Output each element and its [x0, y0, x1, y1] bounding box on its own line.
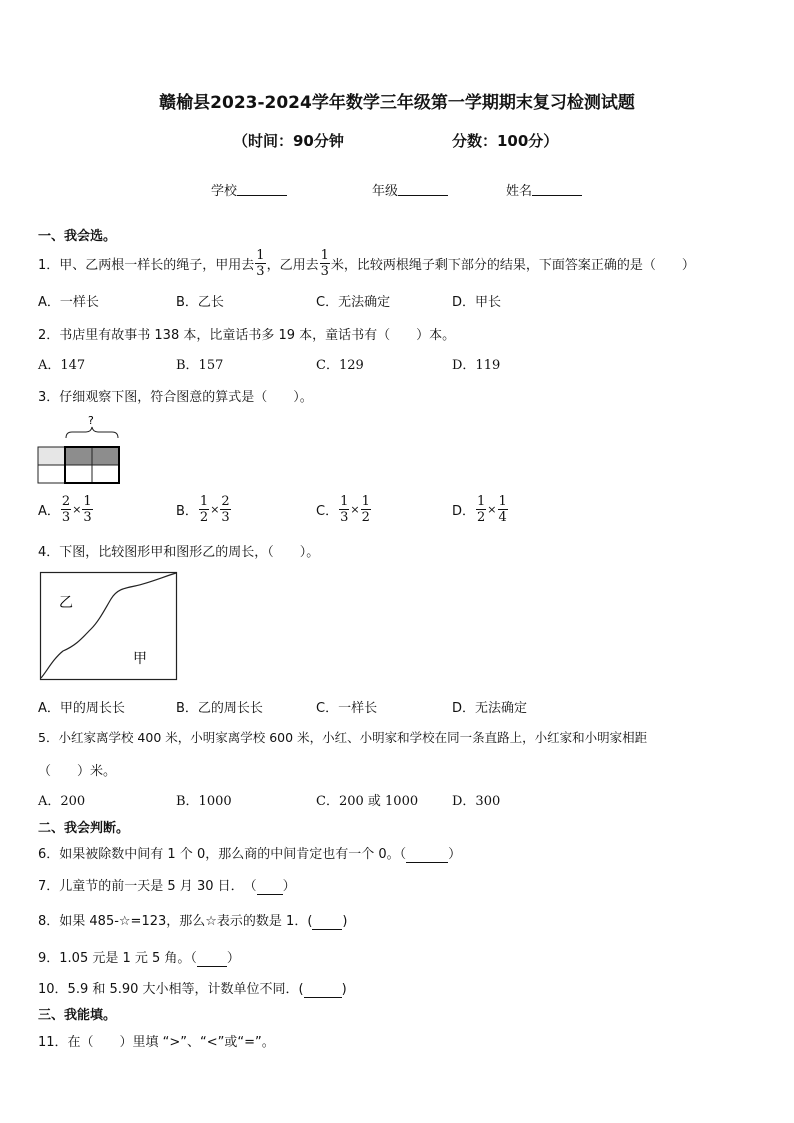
- q8-answer-blank[interactable]: [312, 914, 342, 930]
- numerator: 1: [498, 494, 507, 509]
- q2-option-a[interactable]: A．147: [38, 358, 86, 373]
- q7-answer-blank[interactable]: [257, 879, 283, 895]
- q1-fraction-1-denominator: 3: [256, 263, 265, 279]
- q3-cell-1: [38, 447, 65, 465]
- q8-close: ): [342, 914, 348, 929]
- q3-option-d-fraction-2: [498, 494, 508, 525]
- denominator: 3: [83, 510, 92, 525]
- denominator: 2: [361, 510, 370, 525]
- q1-option-d[interactable]: D．甲长: [452, 295, 502, 310]
- q3-cell-2: [65, 447, 92, 465]
- q8-text: 8．如果 485-☆=123，那么☆表示的数是 1．(: [38, 914, 313, 929]
- q1-text-2: ，乙用去: [266, 257, 319, 273]
- numerator: 1: [361, 494, 370, 509]
- numerator: 2: [61, 494, 71, 509]
- grade-field[interactable]: [372, 180, 448, 199]
- question-1: [38, 244, 695, 282]
- q3-option-d-label: D．: [452, 504, 476, 519]
- q3-option-a-label: A．: [38, 504, 60, 519]
- question-6: [38, 843, 461, 863]
- q2-option-b[interactable]: B．157: [176, 358, 224, 373]
- school-field[interactable]: [211, 180, 287, 199]
- q3-option-a-fraction-2: [82, 494, 92, 525]
- q6-answer-blank[interactable]: [406, 847, 448, 863]
- q7-close: ）: [282, 879, 296, 894]
- times-sign: ×: [210, 503, 220, 516]
- q9-close: ）: [226, 951, 240, 966]
- q3-option-b-fraction-2: [220, 494, 230, 525]
- q1-fraction-2: [320, 248, 330, 279]
- question-5-line-2: （ ）米。: [38, 764, 117, 779]
- q1-option-b[interactable]: B．乙长: [176, 295, 224, 310]
- q3-cell-3: [92, 447, 119, 465]
- q3-option-a[interactable]: [38, 494, 94, 525]
- denominator: 3: [61, 510, 71, 525]
- q5-option-b[interactable]: B．1000: [176, 794, 232, 809]
- q4-label-yi: 乙: [59, 595, 73, 611]
- q3-option-c-label: C．: [316, 504, 339, 519]
- numerator: 1: [477, 494, 486, 509]
- q10-answer-blank[interactable]: [304, 982, 342, 998]
- q3-option-b-label: B．: [176, 504, 198, 519]
- q6-text: 6．如果被除数中间有 1 个 0，那么商的中间肯定也有一个 0。（: [38, 847, 407, 862]
- q3-cell-5: [65, 465, 92, 483]
- q10-close: ): [341, 982, 347, 997]
- numerator: 1: [199, 494, 209, 509]
- question-7: [38, 875, 296, 895]
- q2-option-d[interactable]: D．119: [452, 358, 501, 373]
- q3-option-a-fraction-1: [61, 494, 71, 525]
- q1-text-3: 米，比较两根绳子剩下部分的结果，下面答案正确的是（ ）: [330, 257, 695, 273]
- denominator: 3: [221, 510, 230, 525]
- q3-option-c-fraction-2: [361, 494, 371, 525]
- q4-label-jia: 甲: [133, 651, 147, 667]
- numerator: 2: [221, 494, 230, 509]
- section-heading-fill: 三、我能填。: [38, 1008, 117, 1023]
- times-sign: ×: [72, 503, 82, 516]
- q6-close: ）: [448, 847, 462, 862]
- school-label: 学校: [211, 184, 238, 199]
- name-label: 姓名: [506, 184, 533, 199]
- numerator: 1: [340, 494, 349, 509]
- q5-option-c[interactable]: C．200 或 1000: [316, 794, 419, 809]
- q3-grid-figure: [37, 411, 121, 486]
- q2-option-c[interactable]: C．129: [316, 358, 364, 373]
- grade-label: 年级: [372, 184, 399, 199]
- q3-question-mark: ?: [88, 414, 94, 427]
- grade-blank[interactable]: [398, 182, 448, 196]
- q3-option-b[interactable]: [176, 494, 232, 525]
- section-heading-choice: 一、我会选。: [38, 229, 117, 244]
- q4-option-d[interactable]: D．无法确定: [452, 701, 528, 716]
- section-heading-judge: 二、我会判断。: [38, 821, 130, 836]
- q4-option-c[interactable]: C．一样长: [316, 701, 378, 716]
- question-8: [38, 910, 347, 930]
- q1-fraction-1: [255, 248, 265, 279]
- question-4: 4．下图，比较图形甲和图形乙的周长，（ ）。: [38, 545, 320, 560]
- q3-brace: [66, 427, 118, 438]
- q4-shape-figure: [39, 571, 181, 682]
- q4-dividing-curve: [41, 573, 176, 678]
- q4-option-b[interactable]: B．乙的周长长: [176, 701, 263, 716]
- q9-text: 9．1.05 元是 1 元 5 角。（: [38, 951, 197, 966]
- q1-text-1: 1．甲、乙两根一样长的绳子，甲用去: [38, 257, 255, 273]
- times-sign: ×: [487, 503, 497, 516]
- denominator: 2: [199, 510, 209, 525]
- name-blank[interactable]: [532, 182, 582, 196]
- q1-fraction-2-denominator: 3: [320, 263, 329, 279]
- question-9: [38, 947, 240, 967]
- q1-fraction-1-numerator: 1: [256, 247, 265, 263]
- page-title: 赣榆县2023-2024学年数学三年级第一学期期末复习检测试题: [159, 93, 635, 113]
- q1-option-a[interactable]: A．一样长: [38, 295, 99, 310]
- denominator: 4: [498, 510, 507, 525]
- q3-option-c[interactable]: [316, 494, 372, 525]
- total-score: 分数：100分）: [452, 132, 559, 150]
- q3-option-d-fraction-1: [476, 494, 486, 525]
- numerator: 1: [83, 494, 92, 509]
- question-3: 3．仔细观察下图，符合图意的算式是（ ）。: [38, 390, 313, 405]
- denominator: 3: [340, 510, 349, 525]
- name-field[interactable]: [506, 180, 582, 199]
- times-sign: ×: [350, 503, 360, 516]
- q3-option-d[interactable]: [452, 494, 509, 525]
- q7-text: 7．儿童节的前一天是 5 月 30 日． （: [38, 879, 257, 894]
- q3-cell-6: [92, 465, 119, 483]
- q3-cell-4: [38, 465, 65, 483]
- q9-answer-blank[interactable]: [197, 951, 227, 967]
- q3-option-b-fraction-1: [199, 494, 209, 525]
- question-10: [38, 978, 347, 998]
- q5-option-a[interactable]: A．200: [38, 794, 86, 809]
- question-5-line-1: 5．小红家离学校 400 米，小明家离学校 600 米，小红、小明家和学校在同一条直路上，小红家和小明家相距: [38, 730, 648, 745]
- question-11: 11．在（ ）里填 “>”、“<”或“=”。: [38, 1035, 275, 1050]
- q3-option-c-fraction-1: [339, 494, 349, 525]
- q4-rectangle: [41, 573, 177, 680]
- denominator: 2: [477, 510, 486, 525]
- q1-fraction-2-numerator: 1: [320, 247, 329, 263]
- q10-text: 10．5.9 和 5.90 大小相等，计数单位不同．(: [38, 982, 304, 997]
- q4-option-a[interactable]: A．甲的周长长: [38, 701, 125, 716]
- q5-option-d[interactable]: D．300: [452, 794, 501, 809]
- school-blank[interactable]: [237, 182, 287, 196]
- time-limit: （时间：90分钟: [233, 132, 344, 150]
- q1-option-c[interactable]: C．无法确定: [316, 295, 391, 310]
- question-2: 2．书店里有故事书 138 本，比童话书多 19 本，童话书有（ ）本。: [38, 328, 456, 343]
